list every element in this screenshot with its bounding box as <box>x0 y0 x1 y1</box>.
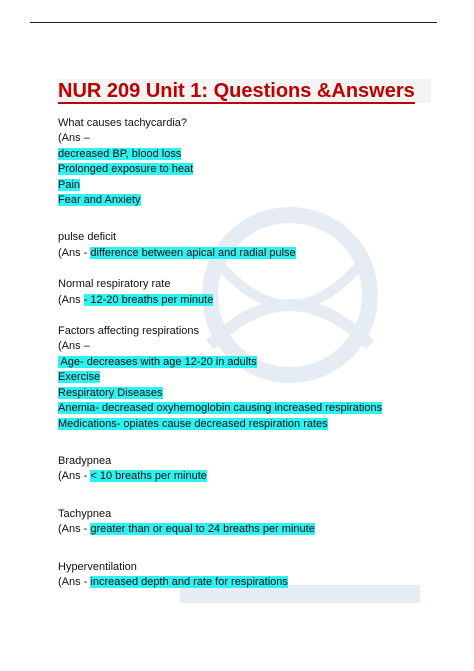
question-text: Bradypnea <box>58 454 112 467</box>
answer-prefix: (Ans - <box>58 470 91 483</box>
qa-item-tachycardia <box>58 116 382 208</box>
answer-text: - 12-20 breaths per minute <box>83 293 214 306</box>
answer-line: Medications- opiates cause decreased respiration rates <box>58 417 328 430</box>
answer-prefix: (Ans – <box>58 340 90 353</box>
qa-item-hyperventilation <box>58 560 382 591</box>
answer-line: Pain <box>58 178 81 191</box>
answer-line: Age- decreases with age 12-20 in adults <box>58 355 257 368</box>
answer-text: < 10 breaths per minute <box>90 470 207 483</box>
answer-line: Anemia- decreased oxyhemoglobin causing increased respirations <box>58 402 383 415</box>
answer-line: Fear and Anxiety <box>58 194 141 207</box>
top-rule <box>30 22 437 23</box>
answer-text: difference between apical and radial pulse <box>90 246 296 259</box>
question-text: pulse deficit <box>58 231 117 244</box>
qa-item-bradypnea <box>58 454 382 485</box>
question-text: What causes tachycardia? <box>58 117 188 129</box>
answer-text: greater than or equal to 24 breaths per minute <box>90 523 315 536</box>
answer-line: Exercise <box>58 371 101 384</box>
qa-item-pulse-deficit <box>58 230 382 261</box>
qa-content <box>58 116 382 590</box>
answer-prefix: (Ans - <box>58 523 91 536</box>
answer-prefix: (Ans - <box>58 575 91 588</box>
answer-line: decreased BP, blood loss <box>58 147 182 160</box>
answer-prefix: (Ans <box>58 293 84 306</box>
qa-item-respiratory-rate <box>58 277 382 308</box>
qa-item-respiration-factors <box>58 324 382 432</box>
answer-prefix: (Ans – <box>58 132 90 145</box>
question-text: Normal respiratory rate <box>58 278 171 291</box>
question-text: Hyperventilation <box>58 560 137 573</box>
question-text: Tachypnea <box>58 507 112 520</box>
qa-item-tachypnea <box>58 507 382 538</box>
answer-line: Prolonged exposure to heat <box>58 163 194 176</box>
answer-prefix: (Ans - <box>58 246 91 259</box>
page-title: NUR 209 Unit 1: Questions &Answers <box>58 80 415 102</box>
answer-text: increased depth and rate for respirations <box>90 575 288 588</box>
question-text: Factors affecting respirations <box>58 325 200 338</box>
answer-line: Respiratory Diseases <box>58 386 163 399</box>
